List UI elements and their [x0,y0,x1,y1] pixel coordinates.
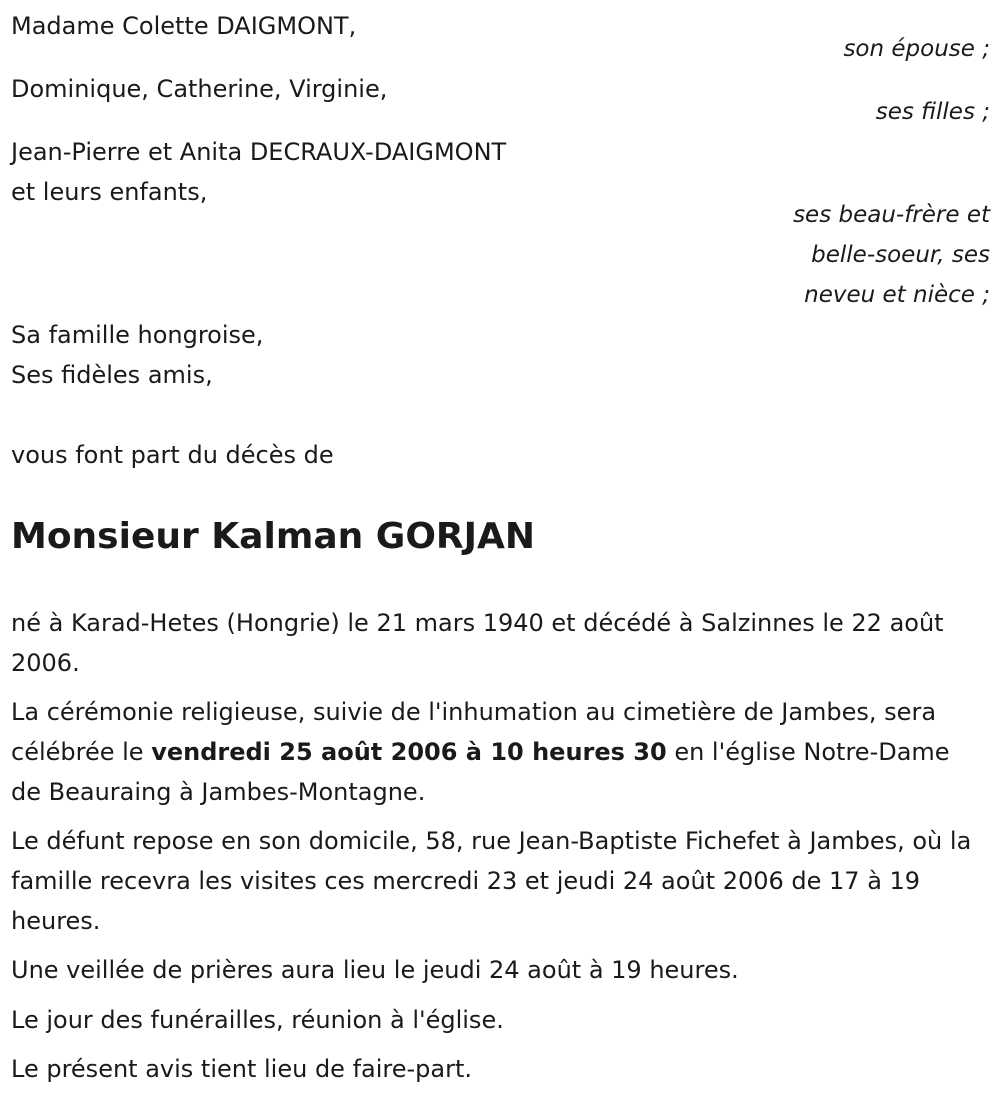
daughters-names: Dominique, Catherine, Virginie, [11,75,388,103]
wife-name: Madame Colette DAIGMONT, [11,12,357,40]
notice-paragraph: Le présent avis tient lieu de faire-part. [11,1055,473,1083]
ceremony-paragraph [11,692,981,812]
funeral-meeting-paragraph: Le jour des funérailles, réunion à l'église. [11,1006,504,1034]
inlaws-role-line3: neveu et nièce ; [804,282,990,308]
inlaws-role-line1: ses beau-frère et [793,202,990,228]
daughters-role: ses filles ; [875,99,990,125]
wife-role: son épouse ; [843,36,990,62]
hungarian-family: Sa famille hongroise, [11,321,264,349]
vigil-paragraph: Une veillée de prières aura lieu le jeudi 24 août à 19 heures. [11,956,739,984]
birth-death-paragraph: né à Karad-Hetes (Hongrie) le 21 mars 1940 et décédé à Salzinnes le 22 août 2006. [11,609,944,677]
deceased-name: Monsieur Kalman GORJAN [11,516,536,557]
ceremony-date: vendredi 25 août 2006 à 10 heures 30 [151,738,667,766]
ceremony-text-after: en l'église Notre-Dame de Beauraing à Jambes-Montagne. [11,738,950,806]
faithful-friends: Ses fidèles amis, [11,361,213,389]
ceremony-text-before: La cérémonie religieuse, suivie de l'inhumation au cimetière de Jambes, sera célébrée le [11,698,937,766]
inlaws-children: et leurs enfants, [11,178,208,206]
inlaws-role-line2: belle-soeur, ses [811,242,990,268]
announcement-intro: vous font part du décès de [11,441,334,469]
inlaws-names: Jean-Pierre et Anita DECRAUX-DAIGMONT [11,138,507,166]
rest-place-paragraph: Le défunt repose en son domicile, 58, rue Jean-Baptiste Fichefet à Jambes, où la famille recevra les visites ces mercredi 23 et jeudi 24 août 2006 de 17 à 19 heures. [11,827,972,935]
